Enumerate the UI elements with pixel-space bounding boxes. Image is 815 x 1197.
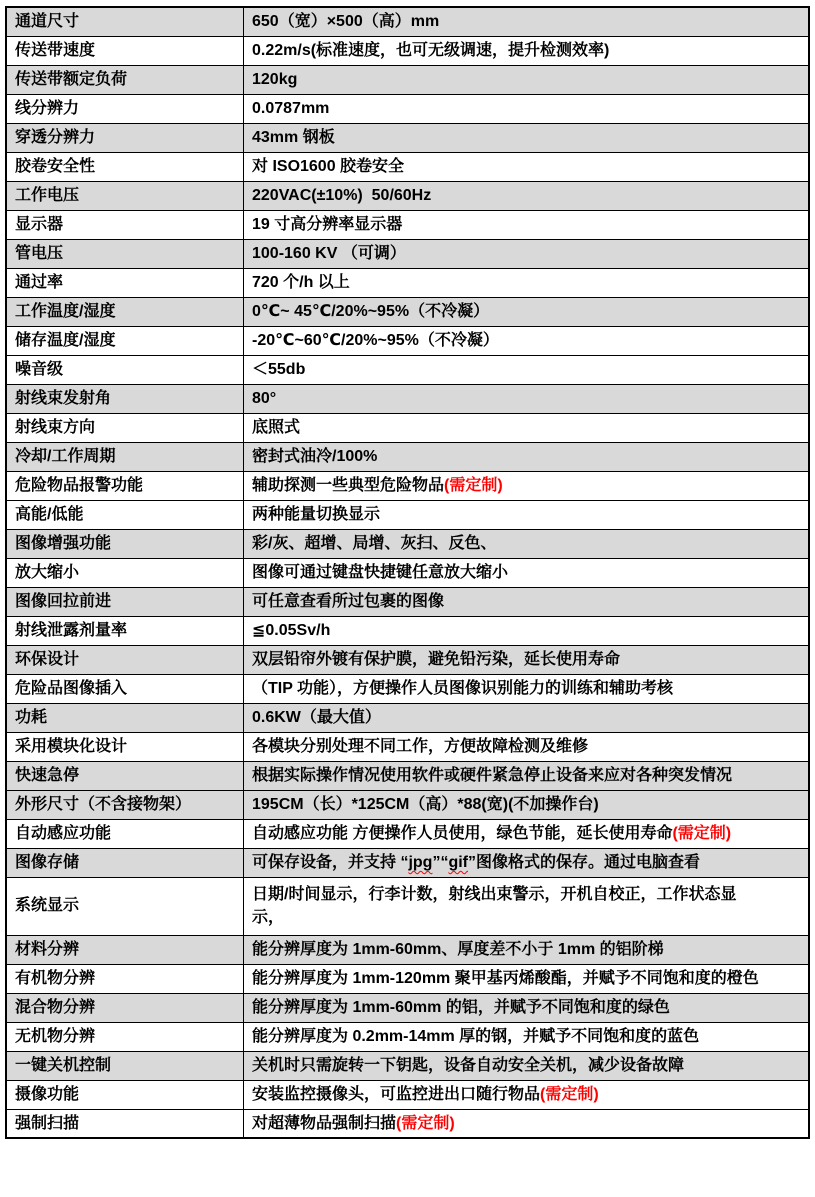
spec-row [6, 732, 809, 761]
spec-label-cell: 图像回拉前进 [6, 587, 244, 616]
value-segment: 720 个/h 以上 [252, 273, 350, 291]
value-segment: 0.22m/s(标准速度，也可无级调速，提升检测效率) [252, 41, 610, 59]
spec-value-cell [244, 529, 810, 558]
spec-row [6, 819, 809, 848]
spec-value-cell [244, 877, 810, 935]
spec-row [6, 964, 809, 993]
spec-row [6, 123, 809, 152]
spec-row [6, 877, 809, 935]
spec-row [6, 36, 809, 65]
spec-table [5, 6, 810, 1139]
value-segment: 彩/灰、超增、局增、灰扫、反色、 [252, 534, 497, 552]
spec-value-cell [244, 558, 810, 587]
spec-label-cell: 工作电压 [6, 181, 244, 210]
spec-value-cell [244, 355, 810, 384]
spec-row [6, 1051, 809, 1080]
spec-row [6, 442, 809, 471]
value-segment: ”图像格式的保存。通过电脑查看 [468, 853, 701, 871]
spec-label-cell: 一键关机控制 [6, 1051, 244, 1080]
spec-label-cell: 通过率 [6, 268, 244, 297]
value-segment: 19 寸高分辨率显示器 [252, 215, 403, 233]
spec-value-cell [244, 674, 810, 703]
spec-label-cell: 通道尺寸 [6, 7, 244, 36]
value-segment: gif [448, 853, 468, 871]
spec-value-cell [244, 935, 810, 964]
spec-label-cell: 噪音级 [6, 355, 244, 384]
value-segment: (需定制) [540, 1085, 599, 1103]
spec-label-cell: 摄像功能 [6, 1080, 244, 1109]
spec-row [6, 645, 809, 674]
spec-row [6, 674, 809, 703]
spec-value-cell [244, 413, 810, 442]
value-segment: 日期/时间显示，行李计数，射线出束警示，开机自校正，工作状态显 [252, 885, 737, 903]
spec-label-cell: 冷却/工作周期 [6, 442, 244, 471]
spec-label-cell: 环保设计 [6, 645, 244, 674]
value-segment: 能分辨厚度为 1mm-120mm 聚甲基丙烯酸酯，并赋予不同饱和度的橙色 [252, 969, 759, 987]
spec-label-cell: 无机物分辨 [6, 1022, 244, 1051]
spec-label-cell: 高能/低能 [6, 500, 244, 529]
spec-row [6, 384, 809, 413]
value-segment: 650（宽）×500（高）mm [252, 13, 440, 31]
spec-value-cell [244, 761, 810, 790]
spec-value-cell [244, 65, 810, 94]
value-segment: (需定制) [444, 476, 503, 494]
value-segment: 对 ISO1600 胶卷安全 [252, 157, 405, 175]
spec-value-cell [244, 819, 810, 848]
spec-label-cell: 图像增强功能 [6, 529, 244, 558]
value-segment: 示， [252, 909, 285, 926]
spec-value-cell [244, 7, 810, 36]
spec-value-cell [244, 790, 810, 819]
value-segment: 密封式油冷/100% [252, 447, 378, 465]
spec-row [6, 471, 809, 500]
spec-value-cell [244, 181, 810, 210]
spec-label-cell: 有机物分辨 [6, 964, 244, 993]
value-segment: 根据实际操作情况使用软件或硬件紧急停止设备来应对各种突发情况 [252, 766, 733, 784]
spec-row [6, 268, 809, 297]
value-segment: 能分辨厚度为 0.2mm-14mm 厚的钢，并赋予不同饱和度的蓝色 [252, 1027, 700, 1045]
value-segment: 两种能量切换显示 [252, 505, 381, 523]
spec-label-cell: 放大缩小 [6, 558, 244, 587]
value-segment: 底照式 [252, 418, 301, 436]
spec-label-cell: 胶卷安全性 [6, 152, 244, 181]
spec-row [6, 1080, 809, 1109]
spec-value-cell [244, 616, 810, 645]
value-segment: 自动感应功能 方便操作人员使用，绿色节能，延长使用寿命 [252, 824, 673, 842]
spec-label-cell: 混合物分辨 [6, 993, 244, 1022]
spec-row [6, 65, 809, 94]
spec-value-cell [244, 36, 810, 65]
spec-label-cell: 强制扫描 [6, 1109, 244, 1138]
spec-row [6, 239, 809, 268]
spec-value-cell [244, 94, 810, 123]
spec-label-cell: 功耗 [6, 703, 244, 732]
spec-value-cell [244, 239, 810, 268]
spec-value-cell [244, 471, 810, 500]
spec-value-cell [244, 268, 810, 297]
spec-label-cell: 线分辨力 [6, 94, 244, 123]
spec-value-cell [244, 1022, 810, 1051]
spec-value-cell [244, 964, 810, 993]
spec-row [6, 703, 809, 732]
spec-label-cell: 图像存储 [6, 848, 244, 877]
spec-row [6, 413, 809, 442]
spec-value-cell [244, 297, 810, 326]
value-segment: 0.6KW（最大值） [252, 708, 381, 726]
spec-row [6, 587, 809, 616]
spec-value-cell [244, 152, 810, 181]
spec-row [6, 1022, 809, 1051]
spec-row [6, 790, 809, 819]
value-segment: 双层铅帘外镀有保护膜，避免铅污染，延长使用寿命 [252, 650, 621, 668]
spec-label-cell: 穿透分辨力 [6, 123, 244, 152]
value-segment: 安装监控摄像头，可监控进出口随行物品 [252, 1085, 541, 1103]
value-segment: 0℃~ 45℃/20%~95%（不冷凝） [252, 302, 490, 320]
value-segment: 220VAC(±10%) 50/60Hz [252, 186, 432, 204]
spec-label-cell: 采用模块化设计 [6, 732, 244, 761]
spec-row [6, 848, 809, 877]
spec-row [6, 558, 809, 587]
spec-value-cell [244, 1080, 810, 1109]
spec-value-cell [244, 587, 810, 616]
spec-value-cell [244, 1109, 810, 1138]
value-segment: 关机时只需旋转一下钥匙，设备自动安全关机，减少设备故障 [252, 1056, 685, 1074]
spec-row [6, 616, 809, 645]
spec-label-cell: 系统显示 [6, 877, 244, 935]
spec-row [6, 297, 809, 326]
spec-row [6, 935, 809, 964]
spec-table-body [6, 7, 809, 1138]
spec-value-cell [244, 442, 810, 471]
value-segment: （TIP 功能），方便操作人员图像识别能力的训练和辅助考核 [252, 679, 674, 697]
value-segment: 120kg [252, 70, 298, 88]
spec-row [6, 1109, 809, 1138]
spec-label-cell: 工作温度/湿度 [6, 297, 244, 326]
value-segment: ≦0.05Sv/h [252, 621, 331, 639]
value-segment: (需定制) [396, 1114, 455, 1132]
spec-label-cell: 危险品图像插入 [6, 674, 244, 703]
spec-value-cell [244, 123, 810, 152]
value-segment: (需定制) [672, 824, 732, 842]
spec-row [6, 355, 809, 384]
value-segment: -20℃~60℃/20%~95%（不冷凝） [252, 331, 499, 349]
spec-row [6, 529, 809, 558]
spec-value-cell [244, 500, 810, 529]
spec-row [6, 761, 809, 790]
spec-row [6, 326, 809, 355]
spec-label-cell: 射线泄露剂量率 [6, 616, 244, 645]
spec-row [6, 7, 809, 36]
spec-label-cell: 传送带额定负荷 [6, 65, 244, 94]
value-segment: ”“ [432, 853, 449, 871]
value-segment: jpg [408, 853, 433, 871]
spec-value-cell [244, 703, 810, 732]
spec-label-cell: 储存温度/湿度 [6, 326, 244, 355]
value-segment: 能分辨厚度为 1mm-60mm、厚度差不小于 1mm 的铝阶梯 [252, 940, 664, 958]
value-segment: 43mm 钢板 [252, 128, 335, 146]
spec-label-cell: 显示器 [6, 210, 244, 239]
spec-value-cell [244, 732, 810, 761]
value-segment: 可任意查看所过包裹的图像 [252, 592, 445, 610]
spec-row [6, 210, 809, 239]
value-segment: 各模块分别处理不同工作，方便故障检测及维修 [252, 737, 589, 755]
spec-label-cell: 射线束发射角 [6, 384, 244, 413]
spec-value-cell [244, 848, 810, 877]
spec-value-cell [244, 326, 810, 355]
spec-row [6, 94, 809, 123]
spec-label-cell: 外形尺寸（不含接物架） [6, 790, 244, 819]
spec-value-cell [244, 645, 810, 674]
spec-label-cell: 传送带速度 [6, 36, 244, 65]
spec-label-cell: 自动感应功能 [6, 819, 244, 848]
spec-value-cell [244, 993, 810, 1022]
value-segment: ＜55db [252, 360, 306, 378]
spec-value-cell [244, 210, 810, 239]
spec-row [6, 181, 809, 210]
value-segment: 辅助探测一些典型危险物品 [252, 476, 445, 494]
value-segment: 可保存设备，并支持 “ [252, 853, 409, 871]
spec-label-cell: 危险物品报警功能 [6, 471, 244, 500]
spec-row [6, 993, 809, 1022]
spec-label-cell: 射线束方向 [6, 413, 244, 442]
value-segment: 195CM（长）*125CM（高）*88(宽)(不加操作台) [252, 795, 599, 813]
value-segment: 图像可通过键盘快捷键任意放大缩小 [252, 563, 509, 581]
value-segment: 对超薄物品强制扫描 [252, 1114, 397, 1132]
spec-label-cell: 管电压 [6, 239, 244, 268]
spec-label-cell: 材料分辨 [6, 935, 244, 964]
spec-value-cell [244, 1051, 810, 1080]
spec-row [6, 500, 809, 529]
value-segment: 能分辨厚度为 1mm-60mm 的铝，并赋予不同饱和度的绿色 [252, 998, 670, 1016]
spec-row [6, 152, 809, 181]
value-segment: 100-160 KV （可调） [252, 244, 406, 262]
value-segment: 0.0787mm [252, 99, 330, 117]
spec-value-cell [244, 384, 810, 413]
value-segment: 80° [252, 389, 277, 407]
spec-label-cell: 快速急停 [6, 761, 244, 790]
